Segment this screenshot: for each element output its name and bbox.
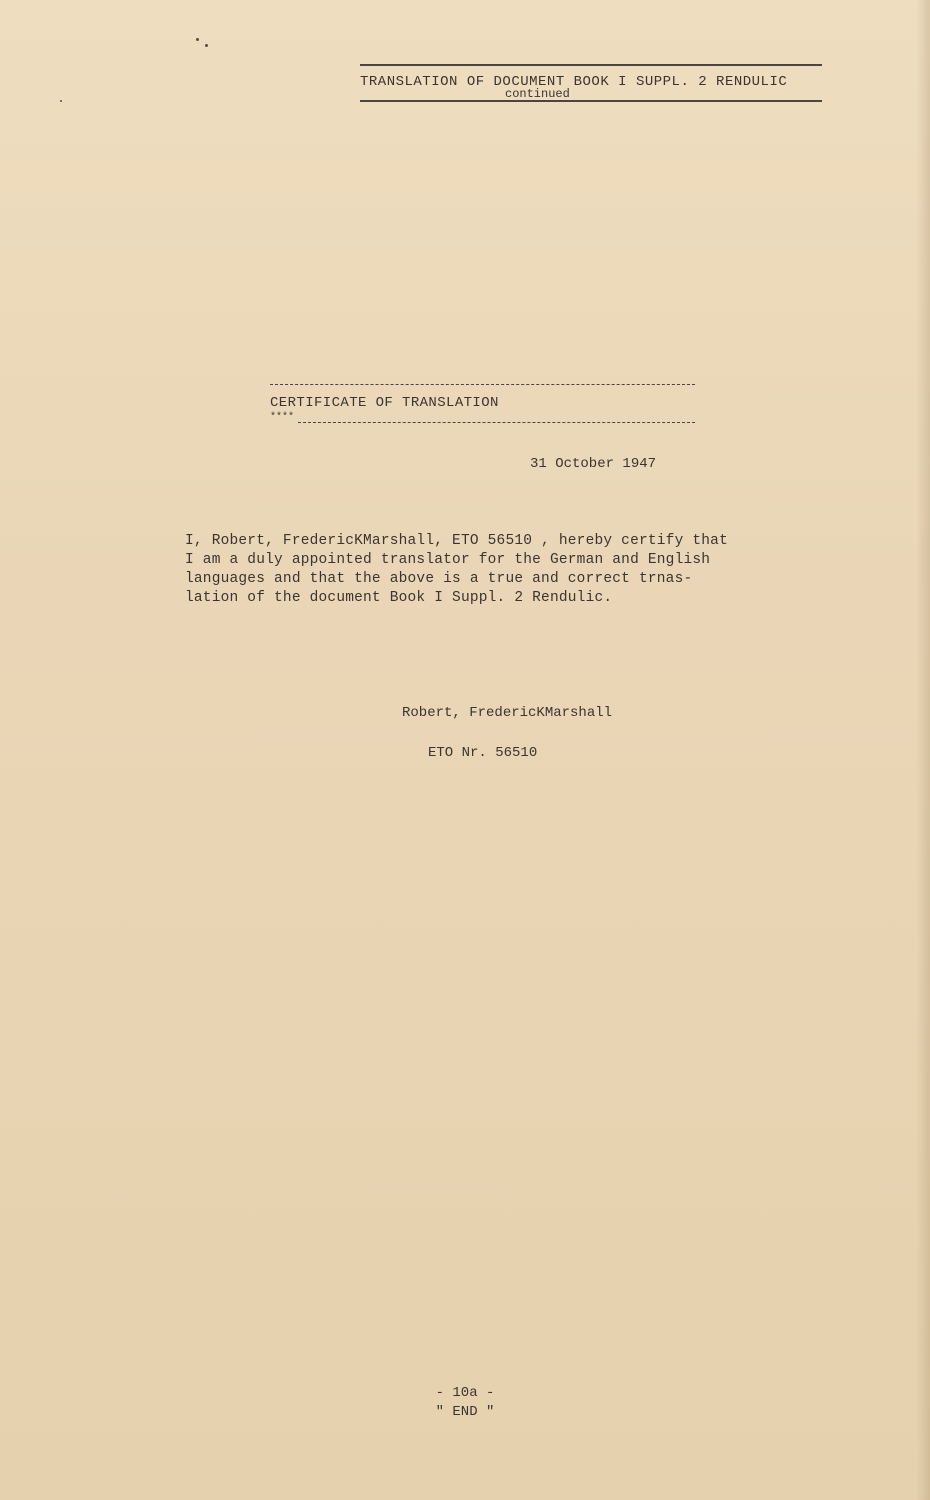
- paragraph-line: lation of the document Book I Suppl. 2 Rendulic.: [185, 590, 613, 606]
- certificate-title: CERTIFICATE OF TRANSLATION: [270, 395, 499, 411]
- end-marker: " END ": [435, 1404, 495, 1420]
- paper-speck: [205, 44, 208, 47]
- certificate-heading: [270, 384, 695, 423]
- header-top-rule: [360, 64, 822, 66]
- document-header: [360, 64, 822, 102]
- document-date: 31 October 1947: [530, 456, 657, 472]
- header-subtitle: continued: [505, 87, 570, 101]
- paragraph-line: languages and that the above is a true and correct trnas-: [185, 571, 693, 587]
- header-title: TRANSLATION OF DOCUMENT BOOK I SUPPL. 2 RENDULIC: [360, 74, 788, 90]
- paper-edge-shadow: [916, 0, 930, 1500]
- signature-name: Robert, FredericKMarshall: [402, 705, 613, 721]
- paragraph-line: I, Robert, FredericKMarshall, ETO 56510 , hereby certify that: [185, 533, 728, 549]
- paper-speck: [196, 38, 199, 41]
- paper-speck: [60, 100, 62, 102]
- certificate-top-rule: [270, 384, 695, 385]
- certificate-bottom-rule: [298, 422, 695, 423]
- certification-paragraph: [185, 532, 785, 608]
- page-number: - 10a -: [435, 1385, 495, 1401]
- signature-eto-number: ETO Nr. 56510: [428, 745, 538, 761]
- paragraph-line: I am a duly appointed translator for the German and English: [185, 552, 711, 568]
- header-bottom-rule: [360, 100, 822, 102]
- certificate-stars: ****: [270, 412, 295, 423]
